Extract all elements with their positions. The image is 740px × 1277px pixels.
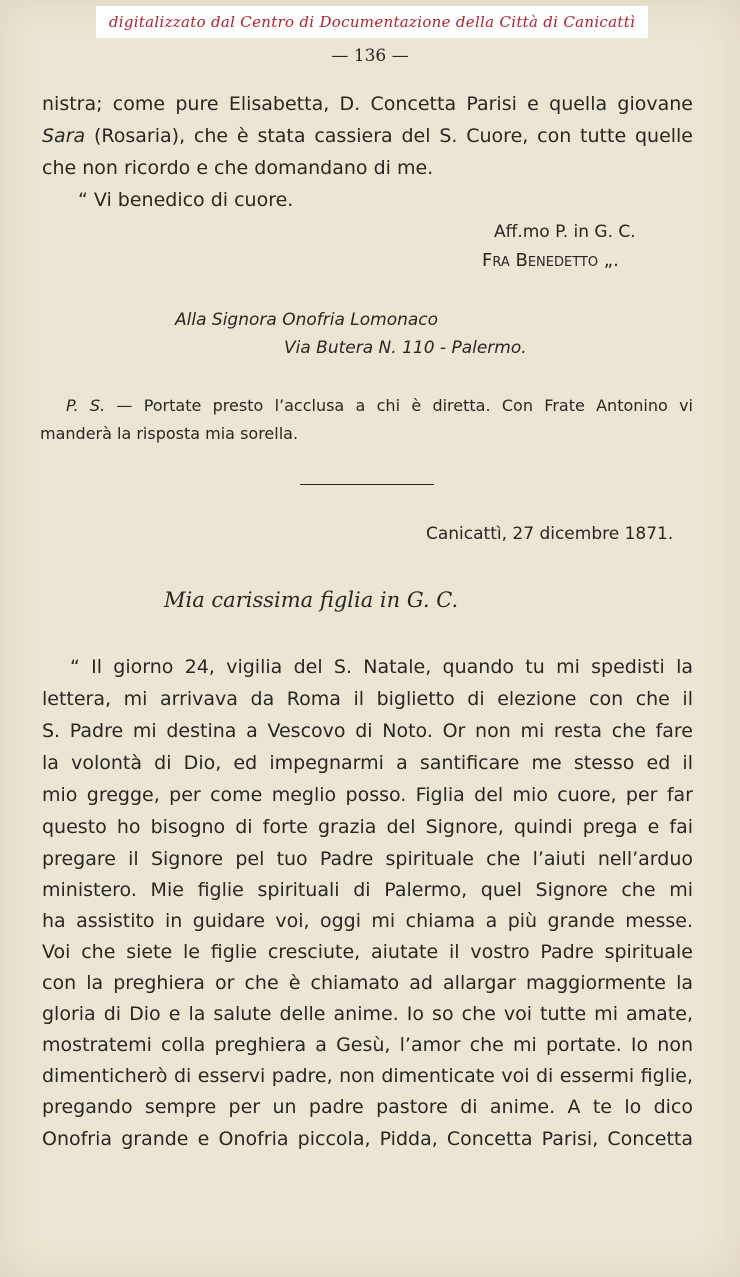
postscript-line: manderà la risposta mia sorella.	[40, 424, 299, 443]
watermark-text: digitalizzato dal Centro di Documentazione della Città di Canicattì	[108, 13, 636, 31]
text-line: lettera, mi arrivava da Roma il biglietto di elezione con che il	[42, 688, 693, 710]
italic-name: Sara	[42, 125, 86, 147]
text-line: Voi che siete le figlie cresciute, aiutate il vostro Padre spirituale	[42, 941, 693, 963]
text-line: Sara (Rosaria), che è stata cassiera del S. Cuore, con tutte quelle	[42, 125, 693, 147]
signature: Fra Benedetto „.	[482, 250, 619, 271]
closing-line: Aff.mo P. in G. C.	[494, 222, 636, 242]
digitization-watermark	[96, 6, 648, 38]
page-number: — 136 —	[331, 46, 409, 66]
text-line: dimenticherò di esservi padre, non dimenticate voi di essermi figlie,	[42, 1065, 693, 1087]
text-line: mostratemi colla preghiera a Gesù, l’amor che mi portate. Io non	[42, 1034, 693, 1056]
text-line: nistra; come pure Elisabetta, D. Concetta Parisi e quella giovane	[42, 93, 693, 115]
text-line: pregare il Signore pel tuo Padre spirituale che l’aiuti nell’arduo	[42, 848, 693, 870]
text-line: gloria di Dio e la salute delle anime. Io so che voi tutte mi amate,	[42, 1003, 693, 1025]
text-line: con la preghiera or che è chiamato ad allargar maggiormente la	[42, 972, 693, 994]
text-line: la volontà di Dio, ed impegnarmi a santificare me stesso ed il	[42, 752, 693, 774]
text-line: S. Padre mi destina a Vescovo di Noto. Or non mi resta che fare	[42, 720, 693, 742]
text-line: Onofria grande e Onofria piccola, Pidda, Concetta Parisi, Concetta	[42, 1128, 693, 1150]
text-line: che non ricordo e che domandano di me.	[42, 157, 434, 179]
section-divider	[300, 484, 434, 485]
text-line: ministero. Mie figlie spirituali di Palermo, quel Signore che mi	[42, 879, 693, 901]
text-line: “ Vi benedico di cuore.	[78, 189, 294, 211]
text-line: questo ho bisogno di forte grazia del Signore, quindi prega e fai	[42, 816, 693, 838]
text-line: “ Il giorno 24, vigilia del S. Natale, quando tu mi spedisti la	[70, 656, 693, 678]
letter-date: Canicattì, 27 dicembre 1871.	[426, 524, 674, 544]
address-line: Via Butera N. 110 - Palermo.	[284, 338, 527, 358]
letter-salutation: Mia carissima figlia in G. C.	[164, 588, 459, 612]
text-line: ha assistito in guidare voi, oggi mi chiama a più grande messe.	[42, 910, 693, 932]
text-line: mio gregge, per come meglio posso. Figlia del mio cuore, per far	[42, 784, 693, 806]
postscript-line: P. S. — Portate presto l’acclusa a chi è diretta. Con Frate Antonino vi	[66, 396, 693, 415]
address-line: Alla Signora Onofria Lomonaco	[175, 310, 439, 330]
postscript-label: P. S.	[66, 396, 106, 415]
text-line: pregando sempre per un padre pastore di anime. A te lo dico	[42, 1096, 693, 1118]
